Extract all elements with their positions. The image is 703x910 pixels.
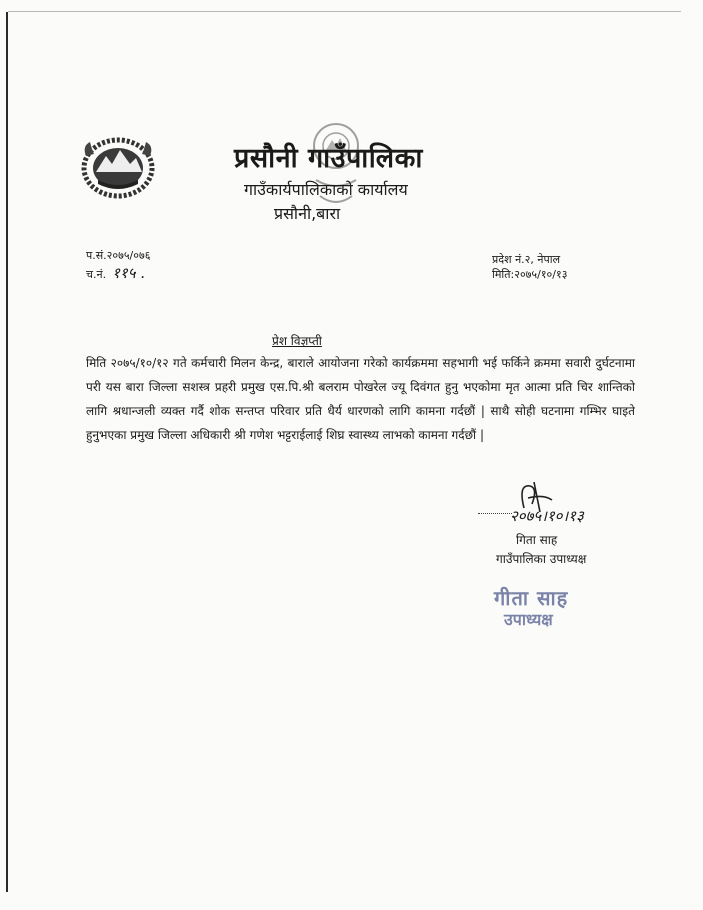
signatory-role: गाउँपालिका उपाध्यक्ष [496, 552, 587, 566]
province-text: प्रदेश नं.२, नेपाल [492, 253, 561, 266]
dispatch-number: ११५ . [112, 264, 146, 282]
dispatch-label: च.नं. [86, 268, 107, 281]
office-name: गाउँकार्यपालिकाको कार्यालय [244, 180, 408, 199]
office-location: प्रसौनी,बारा [274, 204, 341, 223]
nepal-emblem-icon [78, 134, 158, 200]
stamp-role: उपाध्यक्ष [504, 610, 553, 629]
signatory-name: गिता साह [516, 533, 558, 547]
dispatch-number-line [86, 263, 145, 283]
page-top-border [8, 11, 681, 12]
letter-date: मिति:२०७५/१०/१३ [492, 268, 568, 281]
stamp-name: गीता साह [494, 586, 569, 610]
municipality-title: प्रसौनी गाउँपालिका [234, 143, 423, 174]
page-left-border [6, 12, 8, 892]
signature-line [478, 513, 512, 514]
notice-heading: प्रेश विज्ञप्ती [272, 334, 322, 348]
notice-body: मिति २०७५/१०/१२ गते कर्मचारी मिलन केन्द्र, बाराले आयोजना गरेको कार्यक्रममा सहभागी भई फर्किने क्रममा सवारी दुर्घटनामा परी यस बारा जिल्ला सशस्त्र प्रहरी प्रमुख एस.पि.श्री बलराम पोखरेल ज्यू दिवंगत हुनु भएकोमा मृत आत्मा प्रति चिर शान्तिको लागि श्रधान्जली व्यक्त गर्दै शोक सन्तप्त परिवार प्रति धैर्य धारणको लागि कामना गर्दछौं | साथै सोही घटनामा गम्भिर घाइते हुनुभएका प्रमुख जिल्ला अधिकारी श्री गणेश भट्टराईलाई शिघ्र स्वास्थ्य लाभको कामना गर्दछौं | [86, 356, 635, 442]
signature-date: २०७५।१०।१३ [510, 507, 584, 525]
letter-number: प.सं.२०७५/०७६ [86, 249, 151, 262]
